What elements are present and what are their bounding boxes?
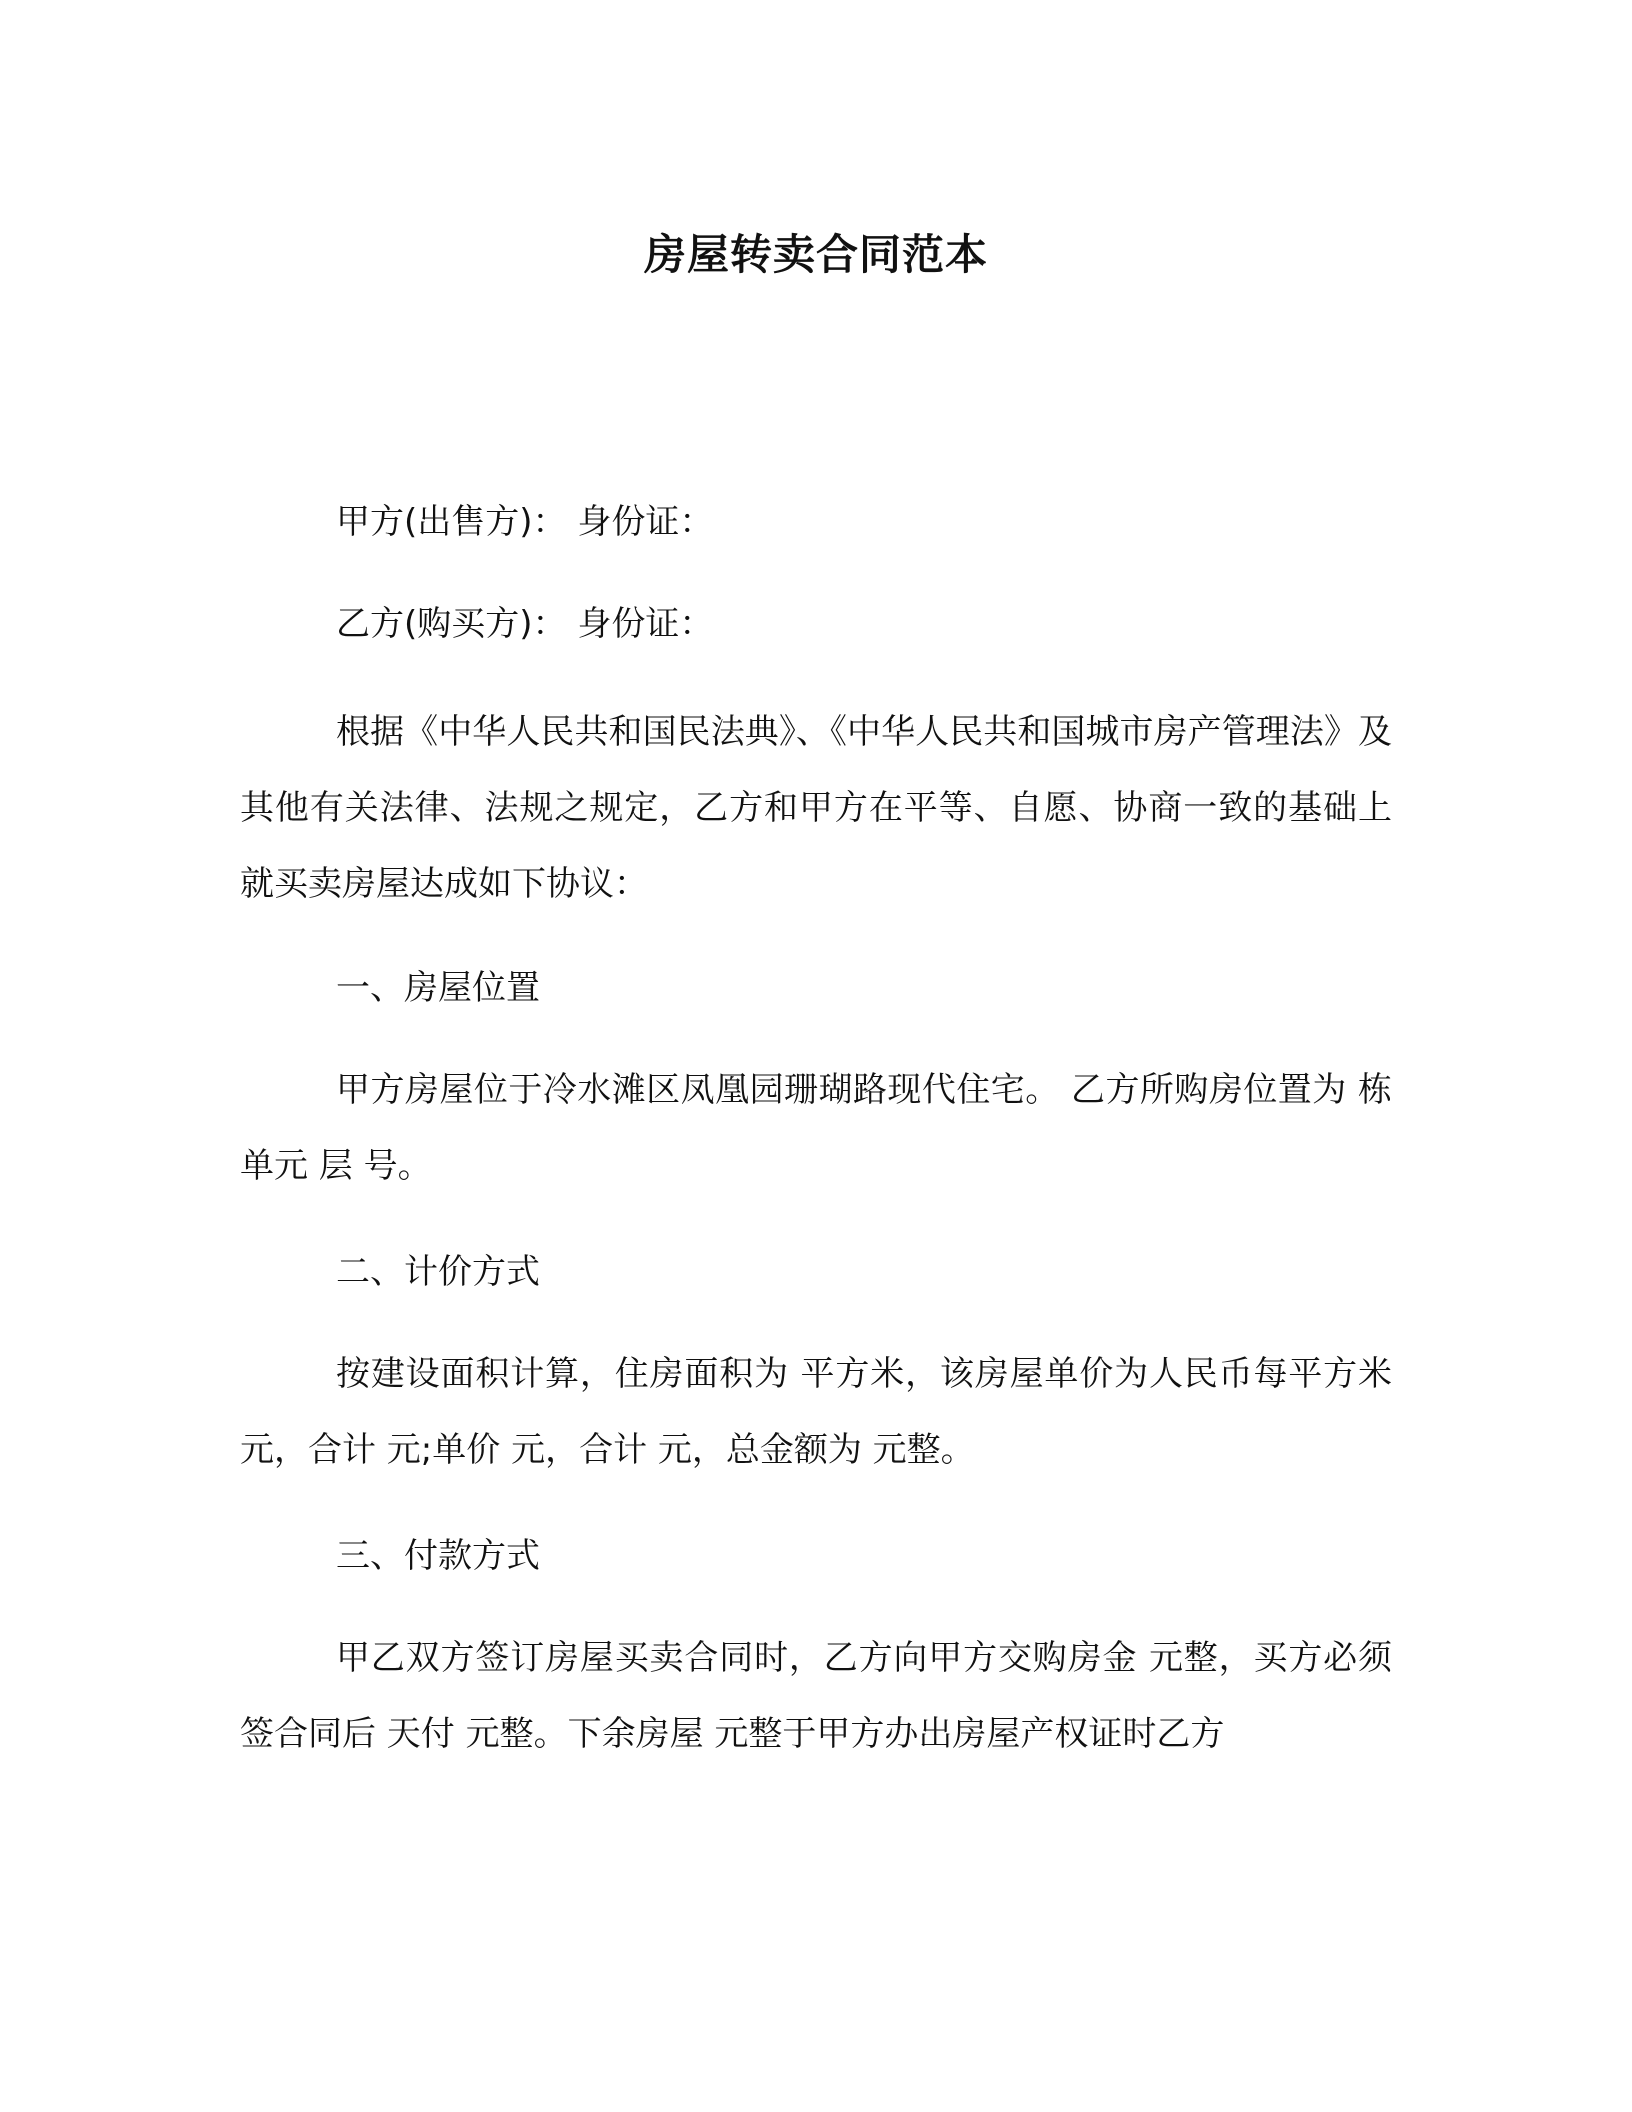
section-text-pricing: 按建设面积计算，住房面积为 平方米，该房屋单价为人民币每平方米 元，合计 元;单价 元，合计 元，总金额为 元整。 xyxy=(240,1354,1392,1470)
party-b-line: 乙方(购买方)： 身份证： xyxy=(336,604,714,644)
section-text-payment: 甲乙双方签订房屋买卖合同时，乙方向甲方交购房金 元整，买方必须签合同后 天付 元整。下余房屋 元整于甲方办出房屋产权证时乙方 xyxy=(240,1638,1392,1754)
party-a-line: 甲方(出售方)： 身份证： xyxy=(336,502,714,542)
document-title: 房屋转卖合同范本 xyxy=(643,230,988,279)
preamble-paragraph: 根据《中华人民共和国民法典》、《中华人民共和国城市房产管理法》及其他有关法律、法规之规定，乙方和甲方在平等、自愿、协商一致的基础上就买卖房屋达成如下协议： xyxy=(240,712,1392,904)
section-text-location: 甲方房屋位于冷水滩区凤凰园珊瑚路现代住宅。 乙方所购房位置为 栋 单元 层 号。 xyxy=(240,1070,1392,1186)
section-heading-pricing: 二、计价方式 xyxy=(336,1252,540,1292)
section-heading-payment: 三、付款方式 xyxy=(336,1536,540,1576)
section-heading-location: 一、房屋位置 xyxy=(336,968,540,1008)
